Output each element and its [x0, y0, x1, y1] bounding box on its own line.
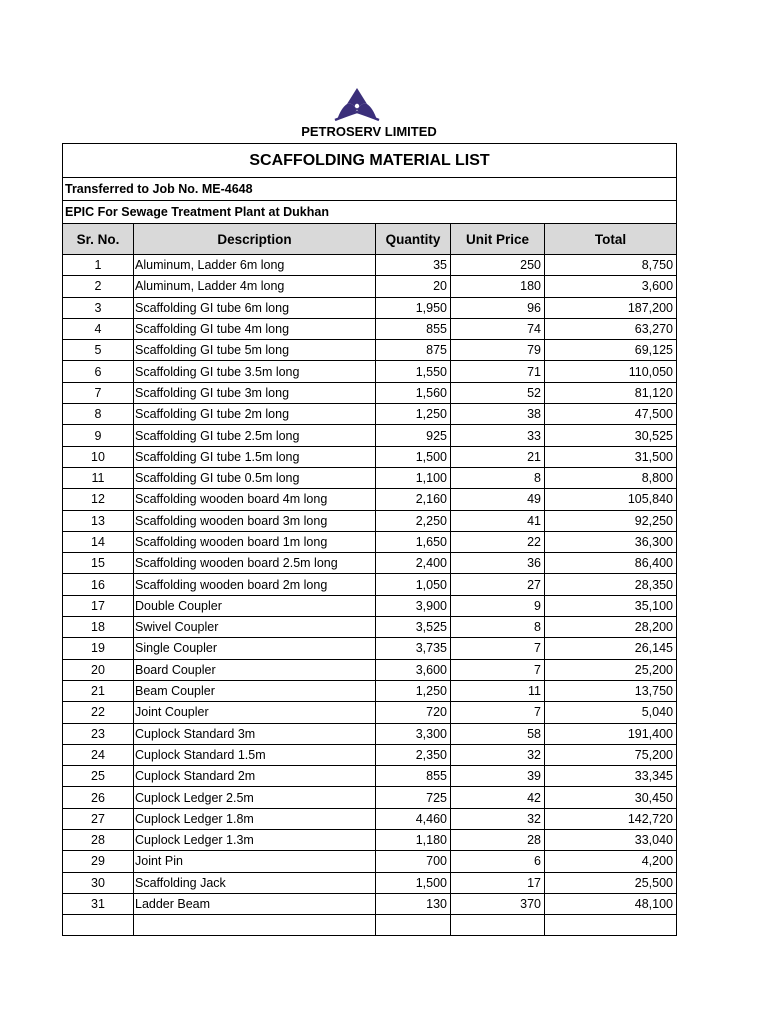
table-row	[63, 318, 677, 339]
column-header-row	[63, 224, 677, 255]
total-cell: 5,040	[545, 702, 677, 723]
description-cell: Cuplock Ledger 1.3m	[134, 830, 376, 851]
blank-cell	[451, 915, 545, 936]
unit-price-cell: 49	[451, 489, 545, 510]
sr-no-cell: 24	[63, 744, 134, 765]
quantity-cell: 3,900	[376, 595, 451, 616]
total-cell: 33,345	[545, 766, 677, 787]
table-row	[63, 276, 677, 297]
blank-cell	[134, 915, 376, 936]
table-row	[63, 510, 677, 531]
table-row	[63, 617, 677, 638]
sr-no-cell: 13	[63, 510, 134, 531]
table-row	[63, 659, 677, 680]
sr-no-cell: 4	[63, 318, 134, 339]
sr-no-cell: 7	[63, 382, 134, 403]
unit-price-cell: 41	[451, 510, 545, 531]
quantity-cell: 720	[376, 702, 451, 723]
quantity-cell: 1,180	[376, 830, 451, 851]
description-cell: Beam Coupler	[134, 680, 376, 701]
table-row	[63, 297, 677, 318]
total-cell: 30,450	[545, 787, 677, 808]
description-cell: Cuplock Standard 1.5m	[134, 744, 376, 765]
unit-price-cell: 7	[451, 659, 545, 680]
unit-price-cell: 180	[451, 276, 545, 297]
description-cell: Cuplock Standard 3m	[134, 723, 376, 744]
table-row	[63, 744, 677, 765]
description-cell: Cuplock Standard 2m	[134, 766, 376, 787]
description-cell: Joint Pin	[134, 851, 376, 872]
total-cell: 36,300	[545, 531, 677, 552]
quantity-cell: 1,250	[376, 680, 451, 701]
total-cell: 63,270	[545, 318, 677, 339]
sr-no-cell: 25	[63, 766, 134, 787]
sr-no-cell: 22	[63, 702, 134, 723]
table-row	[63, 680, 677, 701]
total-cell: 30,525	[545, 425, 677, 446]
quantity-cell: 3,600	[376, 659, 451, 680]
project-row	[63, 201, 677, 224]
total-cell: 33,040	[545, 830, 677, 851]
description-cell: Joint Coupler	[134, 702, 376, 723]
sr-no-cell: 27	[63, 808, 134, 829]
sr-no-cell: 1	[63, 255, 134, 276]
unit-price-cell: 21	[451, 446, 545, 467]
column-header-total: Total	[545, 224, 677, 255]
sr-no-cell: 6	[63, 361, 134, 382]
quantity-cell: 3,735	[376, 638, 451, 659]
description-cell: Scaffolding Jack	[134, 872, 376, 893]
description-cell: Scaffolding GI tube 3m long	[134, 382, 376, 403]
description-cell: Single Coupler	[134, 638, 376, 659]
quantity-cell: 1,550	[376, 361, 451, 382]
table-row	[63, 638, 677, 659]
unit-price-cell: 33	[451, 425, 545, 446]
unit-price-cell: 27	[451, 574, 545, 595]
column-header-description: Description	[134, 224, 376, 255]
table-row	[63, 531, 677, 552]
total-cell: 110,050	[545, 361, 677, 382]
table-row	[63, 340, 677, 361]
description-cell: Aluminum, Ladder 4m long	[134, 276, 376, 297]
table-row	[63, 574, 677, 595]
total-cell: 105,840	[545, 489, 677, 510]
quantity-cell: 1,500	[376, 446, 451, 467]
sr-no-cell: 17	[63, 595, 134, 616]
quantity-cell: 3,300	[376, 723, 451, 744]
description-cell: Scaffolding wooden board 1m long	[134, 531, 376, 552]
quantity-cell: 1,250	[376, 404, 451, 425]
table-row	[63, 723, 677, 744]
company-name: PETROSERV LIMITED	[301, 124, 437, 139]
total-cell: 81,120	[545, 382, 677, 403]
total-cell: 92,250	[545, 510, 677, 531]
unit-price-cell: 74	[451, 318, 545, 339]
table-row	[63, 702, 677, 723]
table-row	[63, 382, 677, 403]
table-row	[63, 808, 677, 829]
unit-price-cell: 58	[451, 723, 545, 744]
sr-no-cell: 11	[63, 467, 134, 488]
quantity-cell: 875	[376, 340, 451, 361]
quantity-cell: 35	[376, 255, 451, 276]
quantity-cell: 1,560	[376, 382, 451, 403]
table-row	[63, 425, 677, 446]
quantity-cell: 2,160	[376, 489, 451, 510]
blank-cell	[376, 915, 451, 936]
unit-price-cell: 96	[451, 297, 545, 318]
total-cell: 13,750	[545, 680, 677, 701]
description-cell: Double Coupler	[134, 595, 376, 616]
blank-row	[63, 915, 677, 936]
description-cell: Swivel Coupler	[134, 617, 376, 638]
description-cell: Board Coupler	[134, 659, 376, 680]
quantity-cell: 855	[376, 318, 451, 339]
sr-no-cell: 15	[63, 553, 134, 574]
unit-price-cell: 8	[451, 617, 545, 638]
table-row	[63, 553, 677, 574]
description-cell: Scaffolding GI tube 5m long	[134, 340, 376, 361]
sr-no-cell: 31	[63, 893, 134, 914]
unit-price-cell: 7	[451, 638, 545, 659]
table-row	[63, 851, 677, 872]
sr-no-cell: 12	[63, 489, 134, 510]
total-cell: 3,600	[545, 276, 677, 297]
unit-price-cell: 7	[451, 702, 545, 723]
job-number: Transferred to Job No. ME-4648	[63, 178, 677, 201]
total-cell: 8,800	[545, 467, 677, 488]
quantity-cell: 3,525	[376, 617, 451, 638]
quantity-cell: 925	[376, 425, 451, 446]
unit-price-cell: 9	[451, 595, 545, 616]
item-rows	[63, 255, 677, 915]
unit-price-cell: 32	[451, 744, 545, 765]
unit-price-cell: 38	[451, 404, 545, 425]
table-row	[63, 893, 677, 914]
quantity-cell: 700	[376, 851, 451, 872]
unit-price-cell: 6	[451, 851, 545, 872]
quantity-cell: 2,400	[376, 553, 451, 574]
unit-price-cell: 28	[451, 830, 545, 851]
document-title: SCAFFOLDING MATERIAL LIST	[63, 144, 677, 178]
quantity-cell: 1,950	[376, 297, 451, 318]
table-row	[63, 489, 677, 510]
unit-price-cell: 250	[451, 255, 545, 276]
total-cell: 35,100	[545, 595, 677, 616]
quantity-cell: 1,650	[376, 531, 451, 552]
table-row	[63, 830, 677, 851]
job-row	[63, 178, 677, 201]
unit-price-cell: 11	[451, 680, 545, 701]
quantity-cell: 4,460	[376, 808, 451, 829]
sr-no-cell: 30	[63, 872, 134, 893]
table-row	[63, 595, 677, 616]
total-cell: 75,200	[545, 744, 677, 765]
blank-cell	[545, 915, 677, 936]
total-cell: 25,200	[545, 659, 677, 680]
quantity-cell: 855	[376, 766, 451, 787]
sr-no-cell: 14	[63, 531, 134, 552]
sr-no-cell: 18	[63, 617, 134, 638]
sr-no-cell: 19	[63, 638, 134, 659]
quantity-cell: 130	[376, 893, 451, 914]
material-table	[62, 143, 677, 936]
table-row	[63, 872, 677, 893]
sr-no-cell: 5	[63, 340, 134, 361]
total-cell: 48,100	[545, 893, 677, 914]
unit-price-cell: 52	[451, 382, 545, 403]
description-cell: Scaffolding GI tube 2.5m long	[134, 425, 376, 446]
sr-no-cell: 26	[63, 787, 134, 808]
quantity-cell: 1,500	[376, 872, 451, 893]
description-cell: Cuplock Ledger 1.8m	[134, 808, 376, 829]
total-cell: 187,200	[545, 297, 677, 318]
description-cell: Aluminum, Ladder 6m long	[134, 255, 376, 276]
unit-price-cell: 79	[451, 340, 545, 361]
sr-no-cell: 2	[63, 276, 134, 297]
description-cell: Scaffolding wooden board 2.5m long	[134, 553, 376, 574]
unit-price-cell: 17	[451, 872, 545, 893]
sr-no-cell: 29	[63, 851, 134, 872]
quantity-cell: 20	[376, 276, 451, 297]
table-row	[63, 467, 677, 488]
description-cell: Scaffolding wooden board 2m long	[134, 574, 376, 595]
sr-no-cell: 20	[63, 659, 134, 680]
sr-no-cell: 23	[63, 723, 134, 744]
total-cell: 8,750	[545, 255, 677, 276]
column-header-quantity: Quantity	[376, 224, 451, 255]
description-cell: Scaffolding GI tube 3.5m long	[134, 361, 376, 382]
sr-no-cell: 8	[63, 404, 134, 425]
unit-price-cell: 8	[451, 467, 545, 488]
table-row	[63, 404, 677, 425]
sr-no-cell: 16	[63, 574, 134, 595]
total-cell: 31,500	[545, 446, 677, 467]
unit-price-cell: 370	[451, 893, 545, 914]
total-cell: 25,500	[545, 872, 677, 893]
total-cell: 26,145	[545, 638, 677, 659]
table-row	[63, 255, 677, 276]
sr-no-cell: 28	[63, 830, 134, 851]
quantity-cell: 1,100	[376, 467, 451, 488]
total-cell: 4,200	[545, 851, 677, 872]
sr-no-cell: 10	[63, 446, 134, 467]
description-cell: Ladder Beam	[134, 893, 376, 914]
table-row	[63, 787, 677, 808]
quantity-cell: 1,050	[376, 574, 451, 595]
description-cell: Scaffolding GI tube 6m long	[134, 297, 376, 318]
unit-price-cell: 42	[451, 787, 545, 808]
quantity-cell: 2,250	[376, 510, 451, 531]
column-header-sr-no: Sr. No.	[63, 224, 134, 255]
blank-cell	[63, 915, 134, 936]
description-cell: Scaffolding GI tube 2m long	[134, 404, 376, 425]
column-header-unit-price: Unit Price	[451, 224, 545, 255]
total-cell: 86,400	[545, 553, 677, 574]
description-cell: Scaffolding GI tube 0.5m long	[134, 467, 376, 488]
total-cell: 142,720	[545, 808, 677, 829]
unit-price-cell: 36	[451, 553, 545, 574]
description-cell: Scaffolding GI tube 1.5m long	[134, 446, 376, 467]
description-cell: Scaffolding wooden board 4m long	[134, 489, 376, 510]
description-cell: Scaffolding wooden board 3m long	[134, 510, 376, 531]
total-cell: 69,125	[545, 340, 677, 361]
title-row	[63, 144, 677, 178]
description-cell: Cuplock Ledger 2.5m	[134, 787, 376, 808]
unit-price-cell: 71	[451, 361, 545, 382]
table-row	[63, 446, 677, 467]
total-cell: 191,400	[545, 723, 677, 744]
quantity-cell: 2,350	[376, 744, 451, 765]
table-row	[63, 361, 677, 382]
table-row	[63, 766, 677, 787]
sr-no-cell: 3	[63, 297, 134, 318]
unit-price-cell: 32	[451, 808, 545, 829]
unit-price-cell: 22	[451, 531, 545, 552]
unit-price-cell: 39	[451, 766, 545, 787]
quantity-cell: 725	[376, 787, 451, 808]
petroserv-logo-icon	[331, 86, 383, 122]
total-cell: 28,200	[545, 617, 677, 638]
sr-no-cell: 9	[63, 425, 134, 446]
sr-no-cell: 21	[63, 680, 134, 701]
total-cell: 28,350	[545, 574, 677, 595]
total-cell: 47,500	[545, 404, 677, 425]
project-name: EPIC For Sewage Treatment Plant at Dukhan	[63, 201, 677, 224]
description-cell: Scaffolding GI tube 4m long	[134, 318, 376, 339]
